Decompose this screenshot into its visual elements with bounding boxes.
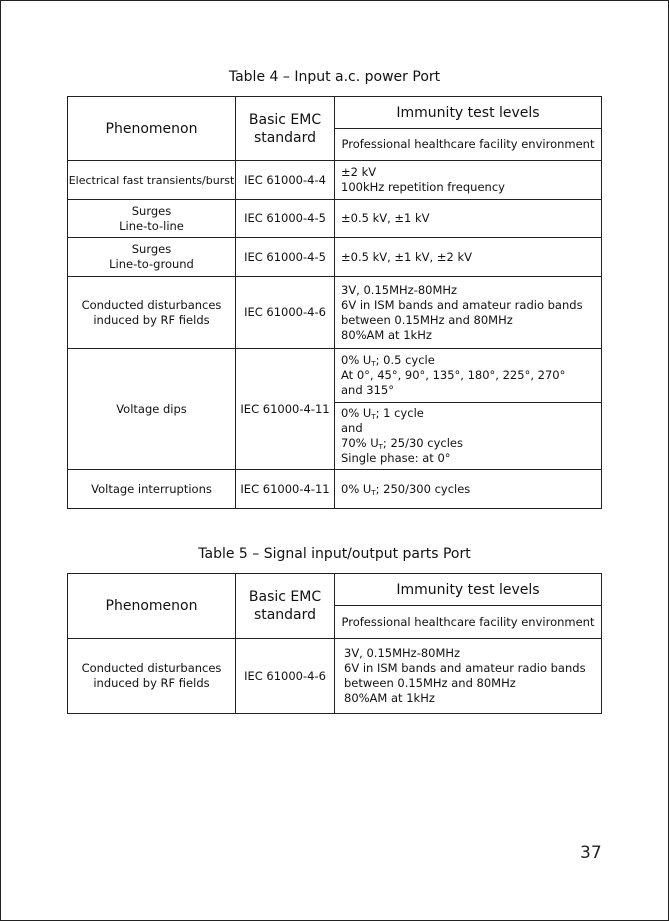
- table5-conducted-level-line1: 3V, 0.15MHz-80MHz: [344, 646, 461, 660]
- table4-header-environment: Professional healthcare facility environment: [335, 129, 602, 161]
- table4-dips-b-line1: [341, 406, 601, 421]
- table5-conducted-phenomenon: [68, 639, 236, 714]
- table-row: [68, 349, 602, 403]
- table4-dips-b-prefix: 0% U: [341, 406, 372, 420]
- table4-dips-b-line4: Single phase: at 0°: [341, 451, 451, 465]
- table4-dips-a-line3: and 315°: [341, 383, 394, 397]
- table4-dips-b-line3-suffix: ; 25/30 cycles: [382, 436, 463, 450]
- table4-surge-lg-line1: Surges: [131, 242, 172, 256]
- table4-interruptions-sub: T: [371, 488, 376, 497]
- table5: [67, 573, 602, 714]
- table-row: [68, 200, 602, 238]
- table4-surge-lg-levels: ±0.5 kV, ±1 kV, ±2 kV: [335, 238, 602, 277]
- table4-conducted-level-line3: between 0.15MHz and 80MHz: [341, 312, 513, 327]
- table4-dips-b-line3-prefix: 70% U: [341, 436, 379, 450]
- table4-dips-a-line2: At 0°, 45°, 90°, 135°, 180°, 225°, 270°: [341, 368, 566, 382]
- table-row: [68, 639, 602, 714]
- table5-conducted-levels: [335, 639, 602, 714]
- table4-surge-ll-levels: ±0.5 kV, ±1 kV: [335, 200, 602, 238]
- table4: [67, 96, 602, 509]
- table5-header-immunity: Immunity test levels: [335, 574, 602, 606]
- table5-conducted-level-line3: between 0.15MHz and 80MHz: [344, 676, 516, 690]
- table5-conducted-level-line4: 80%AM at 1kHz: [344, 691, 435, 705]
- table-row: [68, 470, 602, 509]
- table4-conducted-level-line1: 3V, 0.15MHz-80MHz: [341, 282, 458, 297]
- table5-conducted-standard: IEC 61000-4-6: [236, 639, 335, 714]
- table4-dips-a-line1: [341, 353, 601, 368]
- table4-dips-b-sub: T: [371, 413, 376, 421]
- table4-dips-phenomenon: Voltage dips: [68, 349, 236, 470]
- table5-header-phenomenon: Phenomenon: [68, 574, 236, 639]
- table4-eft-level-line2: 100kHz repetition frequency: [341, 180, 505, 194]
- table4-conducted-line1: Conducted disturbances: [81, 297, 222, 312]
- table4-eft-levels: [335, 161, 602, 200]
- table4-dips-level-a: [335, 349, 602, 403]
- table4-eft-level-line1: ±2 kV: [341, 165, 377, 179]
- table5-header-environment: Professional healthcare facility environment: [335, 606, 602, 639]
- table-row: [68, 238, 602, 277]
- table4-interruptions-standard: IEC 61000-4-11: [236, 470, 335, 509]
- page-number: 37: [580, 843, 602, 863]
- table4-header-standard: [236, 97, 335, 161]
- table5-header-row: [68, 574, 602, 606]
- table4-interruptions-levels: [335, 470, 602, 509]
- table4-caption: Table 4 – Input a.c. power Port: [228, 69, 441, 85]
- table4-eft-phenomenon: Electrical fast transients/burst: [68, 161, 236, 200]
- table4-dips-b-suffix: ; 1 cycle: [375, 406, 424, 420]
- table4-surge-lg-phenomenon: [68, 238, 236, 277]
- table5-conducted-level-line2: 6V in ISM bands and amateur radio bands: [344, 661, 586, 675]
- table-row: [68, 277, 602, 349]
- table4-header-standard-line1: Basic EMC: [248, 111, 322, 128]
- table4-header-immunity: Immunity test levels: [335, 97, 602, 129]
- table4-dips-a-suffix: ; 0.5 cycle: [375, 353, 435, 367]
- table4-dips-a-prefix: 0% U: [341, 353, 372, 367]
- table4-conducted-level-line4: 80%AM at 1kHz: [341, 327, 432, 342]
- table4-header-row: [68, 97, 602, 129]
- table4-conducted-levels: [335, 277, 602, 349]
- table4-dips-a-sub: T: [371, 360, 376, 368]
- table5-conducted-line1: Conducted disturbances: [81, 661, 222, 675]
- table4-interruptions-suffix: ; 250/300 cycles: [375, 481, 471, 496]
- table4-conducted-line2: induced by RF fields: [93, 312, 210, 327]
- table5-caption: Table 5 – Signal input/output parts Port: [198, 546, 471, 562]
- table-row: [68, 161, 602, 200]
- table4-interruptions-prefix: 0% U: [341, 481, 372, 496]
- table4-surge-ll-phenomenon: [68, 200, 236, 238]
- table5-header-standard-line2: standard: [253, 607, 317, 623]
- table4-conducted-level-line2: 6V in ISM bands and amateur radio bands: [341, 297, 583, 312]
- table4-header-standard-line2: standard: [253, 129, 317, 146]
- table5-header-standard-line1: Basic EMC: [248, 589, 322, 605]
- table4-surge-lg-line2: Line-to-ground: [109, 257, 194, 271]
- table4-dips-b-line2: and: [341, 421, 363, 435]
- table4-dips-b-line3-sub: T: [378, 443, 383, 451]
- table4-surge-lg-standard: IEC 61000-4-5: [236, 238, 335, 277]
- table4-eft-standard: IEC 61000-4-4: [236, 161, 335, 200]
- table4-surge-ll-line1: Surges: [131, 203, 172, 218]
- table4-conducted-standard: IEC 61000-4-6: [236, 277, 335, 349]
- table4-surge-ll-line2: Line-to-line: [119, 218, 184, 233]
- table4-dips-b-line3: [341, 436, 601, 451]
- table5-header-standard: [236, 574, 335, 639]
- table4-conducted-phenomenon: [68, 277, 236, 349]
- table4-surge-ll-standard: IEC 61000-4-5: [236, 200, 335, 238]
- table4-dips-level-b: [335, 403, 602, 470]
- table5-conducted-line2: induced by RF fields: [93, 676, 210, 690]
- table4-dips-standard: IEC 61000-4-11: [236, 349, 335, 470]
- table4-header-phenomenon: Phenomenon: [68, 97, 236, 161]
- table4-interruptions-phenomenon: Voltage interruptions: [68, 470, 236, 509]
